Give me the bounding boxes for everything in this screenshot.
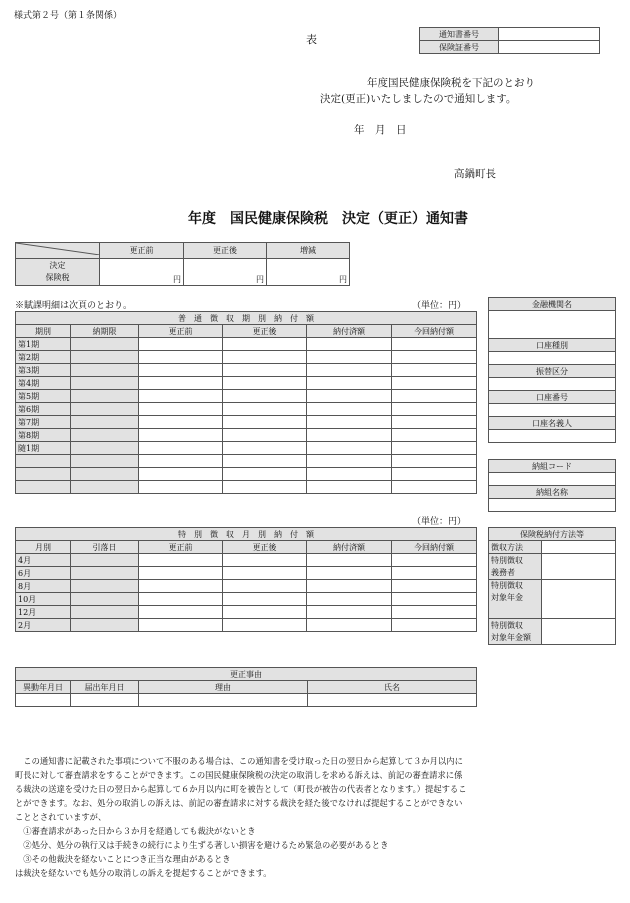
special-row-cell[interactable] — [307, 619, 392, 632]
regular-row — [16, 481, 477, 494]
reason-title: 更正事由 — [16, 668, 477, 681]
bank-label: 口座種別 — [489, 339, 616, 352]
report-date-field[interactable] — [71, 694, 139, 707]
regular-row-label: 第1期 — [16, 338, 71, 351]
reason-header: 届出年月日 — [71, 681, 139, 694]
special-row — [16, 580, 477, 593]
special-row-cell[interactable] — [139, 593, 223, 606]
bank-label: 金融機関名 — [489, 298, 616, 311]
special-row-cell[interactable] — [392, 619, 477, 632]
account-holder-field[interactable] — [489, 430, 616, 443]
unit-note: （単位：円） — [412, 301, 467, 311]
regular-row — [16, 468, 477, 481]
regular-row — [16, 429, 477, 442]
regular-row-cell[interactable] — [223, 455, 307, 468]
special-title: 特 別 徴 収 月 別 納 付 額 — [16, 528, 477, 541]
special-row — [16, 567, 477, 580]
bank-label: 口座番号 — [489, 391, 616, 404]
special-row-cell[interactable] — [71, 580, 139, 593]
id-number-box — [419, 27, 600, 54]
regular-row-cell[interactable] — [71, 481, 139, 494]
regular-header: 期別 — [16, 325, 71, 338]
regular-row-cell[interactable] — [139, 377, 223, 390]
regular-row-cell[interactable] — [139, 351, 223, 364]
special-row — [16, 593, 477, 606]
special-row-cell[interactable] — [139, 554, 223, 567]
regular-row-cell[interactable] — [139, 416, 223, 429]
special-header: 納付済額 — [307, 541, 392, 554]
regular-row-cell[interactable] — [71, 351, 139, 364]
special-row-cell[interactable] — [223, 593, 307, 606]
regular-row — [16, 364, 477, 377]
special-header: 引落日 — [71, 541, 139, 554]
regular-row-cell[interactable] — [71, 364, 139, 377]
special-row-cell[interactable] — [71, 554, 139, 567]
regular-row-cell[interactable] — [223, 377, 307, 390]
regular-row-cell[interactable] — [392, 429, 477, 442]
regular-row-label — [16, 455, 71, 468]
regular-row-cell[interactable] — [139, 481, 223, 494]
change-date-field[interactable] — [16, 694, 71, 707]
regular-row-cell[interactable] — [223, 338, 307, 351]
reason-header: 氏名 — [308, 681, 477, 694]
regular-row-cell[interactable] — [392, 442, 477, 455]
transfer-type-field[interactable] — [489, 378, 616, 391]
special-row-cell[interactable] — [71, 567, 139, 580]
regular-row-label: 第6期 — [16, 403, 71, 416]
summary-corner — [16, 243, 100, 259]
regular-row-cell[interactable] — [307, 429, 392, 442]
regular-row-cell[interactable] — [392, 403, 477, 416]
payment-method-label: 特別徴収 対象年金 — [489, 580, 542, 619]
target-pension-field[interactable] — [542, 580, 616, 619]
regular-row-cell[interactable] — [139, 429, 223, 442]
legal-notice — [15, 754, 615, 880]
special-row-cell[interactable] — [392, 580, 477, 593]
diagonal-line — [16, 243, 100, 255]
name-field[interactable] — [308, 694, 477, 707]
insurance-number-label: 保険証番号 — [420, 41, 499, 54]
regular-row-cell[interactable] — [307, 377, 392, 390]
special-row-cell[interactable] — [223, 606, 307, 619]
regular-row-cell[interactable] — [71, 338, 139, 351]
special-row — [16, 619, 477, 632]
breakdown-note: ※賦課明細は次頁のとおり。 — [15, 301, 133, 311]
regular-row-cell[interactable] — [223, 416, 307, 429]
intro-line-2: 決定(更正)いたしましたので通知します。 — [320, 93, 517, 105]
collector-label: 納組名称 — [489, 486, 616, 499]
unit-note-2: （単位：円） — [412, 517, 467, 527]
regular-row-cell[interactable] — [307, 364, 392, 377]
special-header: 月別 — [16, 541, 71, 554]
summary-header: 更正後 — [184, 243, 267, 259]
bank-label: 口座名義人 — [489, 417, 616, 430]
intro-line-1: 年度国民健康保険税を下記のとおり — [367, 77, 535, 89]
reason-field[interactable] — [139, 694, 308, 707]
regular-row-cell[interactable] — [139, 468, 223, 481]
legal-line: 町長に対して審査請求をすることができます。この国民健康保険税の決定の取消しを求める訴えは、前記の審査請求に係 — [15, 770, 463, 780]
regular-row-cell[interactable] — [139, 442, 223, 455]
legal-line: こととされていますが、 — [15, 812, 107, 822]
summary-row-label: 決定 保険税 — [16, 259, 100, 286]
regular-row-cell[interactable] — [223, 390, 307, 403]
regular-row — [16, 416, 477, 429]
regular-row-cell[interactable] — [139, 403, 223, 416]
special-row-label: 4月 — [16, 554, 71, 567]
regular-header: 今回納付額 — [392, 325, 477, 338]
special-row-cell[interactable] — [307, 606, 392, 619]
collector-code-field[interactable] — [489, 473, 616, 486]
payment-method-label: 特別徴収 対象年金額 — [489, 619, 542, 645]
regular-row-cell[interactable] — [139, 390, 223, 403]
regular-header: 更正前 — [139, 325, 223, 338]
regular-row-cell[interactable] — [71, 468, 139, 481]
special-row — [16, 606, 477, 619]
regular-collection-table — [15, 311, 477, 494]
bank-name-field[interactable] — [489, 311, 616, 339]
regular-row-label — [16, 481, 71, 494]
regular-row-cell[interactable] — [223, 364, 307, 377]
legal-line: ③その他裁決を経ないことにつき正当な理由があるとき — [15, 854, 231, 864]
regular-row-cell[interactable] — [71, 377, 139, 390]
regular-row-cell[interactable] — [392, 468, 477, 481]
special-row-cell[interactable] — [71, 606, 139, 619]
regular-row-cell[interactable] — [71, 416, 139, 429]
special-row-label: 6月 — [16, 567, 71, 580]
regular-row-cell[interactable] — [307, 351, 392, 364]
special-row-cell[interactable] — [71, 619, 139, 632]
summary-table — [15, 242, 350, 286]
legal-line: は裁決を経ないでも処分の取消しの訴えを提起することができます。 — [15, 868, 272, 878]
regular-row-cell[interactable] — [223, 442, 307, 455]
special-row-cell[interactable] — [223, 567, 307, 580]
regular-row — [16, 377, 477, 390]
special-row — [16, 554, 477, 567]
special-row-cell[interactable] — [139, 619, 223, 632]
regular-title: 普 通 徴 収 期 別 納 付 額 — [16, 312, 477, 325]
regular-row-cell[interactable] — [223, 429, 307, 442]
special-row-cell[interactable] — [71, 593, 139, 606]
special-row-cell[interactable] — [223, 619, 307, 632]
regular-row-cell[interactable] — [392, 481, 477, 494]
regular-row-cell[interactable] — [392, 377, 477, 390]
regular-row-label: 第8期 — [16, 429, 71, 442]
special-header: 今回納付額 — [392, 541, 477, 554]
special-row-cell[interactable] — [392, 567, 477, 580]
regular-row-cell[interactable] — [392, 351, 477, 364]
regular-row-cell[interactable] — [223, 403, 307, 416]
regular-row — [16, 455, 477, 468]
payment-method-table — [488, 527, 616, 645]
withholding-agent-field[interactable] — [542, 554, 616, 580]
legal-line: ②処分、処分の執行又は手続きの続行により生ずる著しい損害を避けるため緊急の必要があるとき — [15, 840, 389, 850]
date-line: 年 月 日 — [354, 124, 407, 136]
regular-row-label: 第4期 — [16, 377, 71, 390]
regular-row-cell[interactable] — [307, 338, 392, 351]
collection-method-field[interactable] — [542, 541, 616, 554]
summary-value-cell[interactable]: 円 — [184, 259, 267, 286]
regular-row-cell[interactable] — [71, 429, 139, 442]
legal-line: る裁決の送達を受けた日の翌日から起算して６か月以内に町を被告として（町長が被告の代表者となります。）提起するこ — [15, 784, 467, 794]
special-row-cell[interactable] — [307, 567, 392, 580]
payment-method-label: 徴収方法 — [489, 541, 542, 554]
regular-row — [16, 390, 477, 403]
account-type-field[interactable] — [489, 352, 616, 365]
regular-row-cell[interactable] — [392, 364, 477, 377]
special-row-cell[interactable] — [223, 554, 307, 567]
summary-value-cell[interactable]: 円 — [267, 259, 350, 286]
correction-reason-table — [15, 667, 477, 707]
notice-number-label: 通知書番号 — [420, 28, 499, 41]
regular-row-cell[interactable] — [307, 403, 392, 416]
regular-row-cell[interactable] — [223, 351, 307, 364]
notice-number-field[interactable] — [499, 28, 600, 41]
bank-info-table — [488, 297, 616, 443]
regular-row-cell[interactable] — [392, 390, 477, 403]
reason-header: 異動年月日 — [16, 681, 71, 694]
special-row-cell[interactable] — [307, 593, 392, 606]
special-row-cell[interactable] — [392, 593, 477, 606]
pension-amount-field[interactable] — [542, 619, 616, 645]
payment-method-label: 特別徴収 義務者 — [489, 554, 542, 580]
regular-row-cell[interactable] — [223, 468, 307, 481]
regular-row-cell[interactable] — [71, 455, 139, 468]
special-header: 更正後 — [223, 541, 307, 554]
special-row-cell[interactable] — [139, 606, 223, 619]
regular-row-cell[interactable] — [392, 455, 477, 468]
regular-row — [16, 403, 477, 416]
issuer-name: 高鍋町長 — [454, 168, 496, 180]
regular-row-cell[interactable] — [307, 442, 392, 455]
regular-row — [16, 338, 477, 351]
regular-row-cell[interactable] — [392, 338, 477, 351]
page-mark: 表 — [306, 33, 317, 46]
regular-row-label: 第7期 — [16, 416, 71, 429]
regular-row-cell[interactable] — [392, 416, 477, 429]
special-row-cell[interactable] — [307, 580, 392, 593]
summary-value-cell[interactable]: 円 — [100, 259, 184, 286]
special-row-label: 2月 — [16, 619, 71, 632]
insurance-number-field[interactable] — [499, 41, 600, 54]
regular-row — [16, 351, 477, 364]
form-number: 様式第２号（第１条関係） — [14, 11, 123, 21]
special-row-cell[interactable] — [139, 580, 223, 593]
special-header: 更正前 — [139, 541, 223, 554]
regular-row-cell[interactable] — [307, 481, 392, 494]
regular-row-cell[interactable] — [71, 390, 139, 403]
reason-header: 理由 — [139, 681, 308, 694]
regular-row-cell[interactable] — [307, 455, 392, 468]
collector-group-table — [488, 459, 616, 512]
special-row-cell[interactable] — [392, 606, 477, 619]
regular-row-label: 第3期 — [16, 364, 71, 377]
summary-header: 更正前 — [100, 243, 184, 259]
regular-row-cell[interactable] — [71, 403, 139, 416]
special-row-cell[interactable] — [139, 567, 223, 580]
special-row-cell[interactable] — [392, 554, 477, 567]
regular-row-label: 第2期 — [16, 351, 71, 364]
regular-row-cell[interactable] — [71, 442, 139, 455]
special-collection-table — [15, 527, 477, 632]
legal-line: この通知書に記載された事項について不服のある場合は、この通知書を受け取った日の翌日から起算して３か月以内に — [15, 756, 463, 766]
regular-row — [16, 442, 477, 455]
special-row-label: 12月 — [16, 606, 71, 619]
collector-label: 納組コード — [489, 460, 616, 473]
regular-row-cell[interactable] — [307, 416, 392, 429]
regular-row-cell[interactable] — [139, 455, 223, 468]
special-row-cell[interactable] — [223, 580, 307, 593]
special-row-label: 8月 — [16, 580, 71, 593]
regular-row-cell[interactable] — [307, 468, 392, 481]
regular-row-label: 第5期 — [16, 390, 71, 403]
legal-line: とができます。なお、処分の取消しの訴えは、前記の審査請求に対する裁決を経た後でなければ提起することができない — [15, 798, 463, 808]
regular-header: 更正後 — [223, 325, 307, 338]
special-row-label: 10月 — [16, 593, 71, 606]
bank-label: 振替区分 — [489, 365, 616, 378]
regular-row-cell[interactable] — [139, 364, 223, 377]
payment-method-title: 保険税納付方法等 — [489, 528, 616, 541]
regular-header: 納期限 — [71, 325, 139, 338]
special-row-cell[interactable] — [307, 554, 392, 567]
document-title: 年度 国民健康保険税 決定（更正）通知書 — [188, 211, 468, 227]
legal-line: ①審査請求があった日から３か月を経過しても裁決がないとき — [15, 826, 256, 836]
regular-row-label — [16, 468, 71, 481]
regular-row-cell[interactable] — [307, 390, 392, 403]
regular-row-label: 随1期 — [16, 442, 71, 455]
account-number-field[interactable] — [489, 404, 616, 417]
regular-row-cell[interactable] — [223, 481, 307, 494]
regular-row-cell[interactable] — [139, 338, 223, 351]
collector-name-field[interactable] — [489, 499, 616, 512]
regular-header: 納付済額 — [307, 325, 392, 338]
summary-header: 増減 — [267, 243, 350, 259]
